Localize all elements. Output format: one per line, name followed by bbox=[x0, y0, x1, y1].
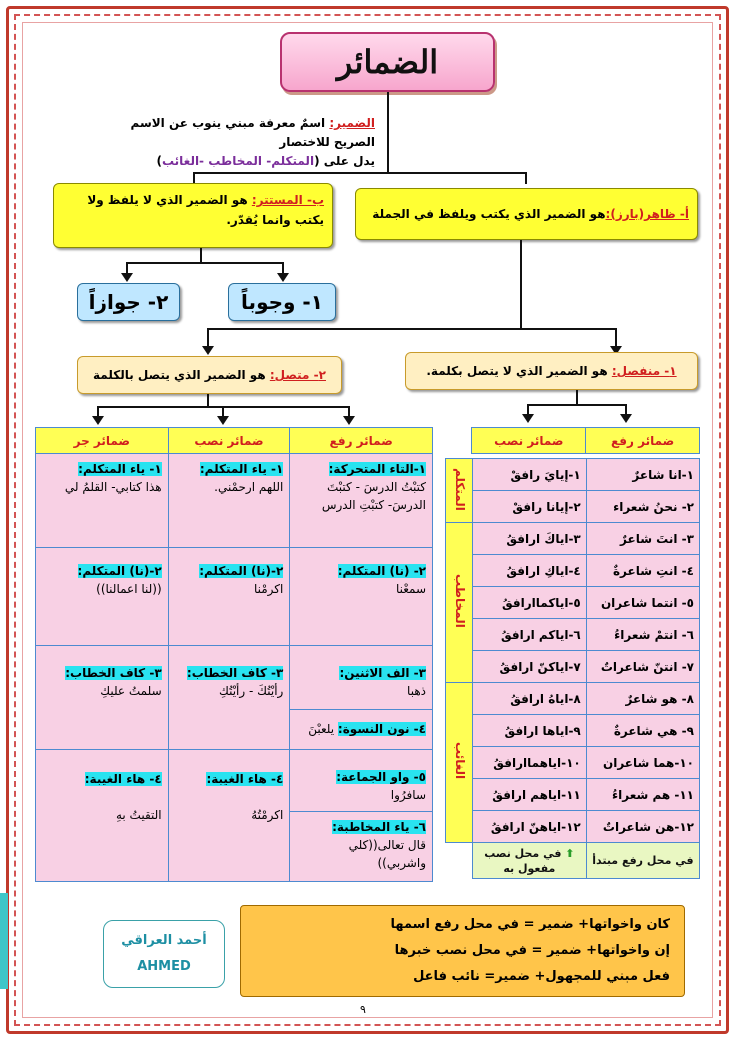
jar-3-label: ٣- كاف الخطاب: bbox=[65, 666, 162, 680]
nasb-2-example: اكرمْنا bbox=[253, 582, 284, 596]
munfasil-nasb-9: ٩-اياها ارافقُ bbox=[472, 715, 586, 747]
munfasil-nasb-11: ١١-اياهم ارافقُ bbox=[472, 779, 586, 811]
raf-6-example: قال تعالى((كلي واشربي)) bbox=[348, 838, 426, 870]
page-title: الضمائر bbox=[280, 32, 495, 92]
nasb-3-example: رأيْتُكَ - رأيْتُكِ bbox=[218, 684, 284, 698]
table-row bbox=[446, 491, 700, 523]
definition-term: الضمير: bbox=[329, 116, 375, 130]
table-row bbox=[446, 715, 700, 747]
mustatir-term: ب- المستتر: bbox=[251, 193, 324, 207]
munfasil-raf-7: ٧- انتنّ شاعراتٌ bbox=[586, 651, 699, 683]
muttasil-header-raf: ضمائر رفع bbox=[290, 428, 433, 454]
group-mukhatab: المخاطب bbox=[452, 574, 467, 628]
raf-2-label: ٢- (نا) المتكلم: bbox=[337, 564, 426, 578]
muttasil-table bbox=[35, 427, 433, 882]
jar-2-label: ٢-(نا) المتكلم: bbox=[77, 564, 162, 578]
munfasil-raf-2: ٢- نحنُ شعراء bbox=[586, 491, 699, 523]
zahir-text: هو الضمير الذي يكتب ويلفظ في الجملة bbox=[372, 207, 606, 221]
table-row bbox=[36, 548, 433, 646]
raf-3-label: ٣- الف الاثنين: bbox=[339, 666, 426, 680]
definition-line2-prefix: يدل على ( bbox=[314, 154, 375, 168]
munfasil-raf-12: ١٢-هن شاعراتٌ bbox=[586, 811, 699, 843]
munfasil-nasb-5: ٥-اياكماارافقُ bbox=[472, 587, 586, 619]
munfasil-raf-4: ٤- انتِ شاعرةٌ bbox=[586, 555, 699, 587]
munfasil-raf-10: ١٠-هما شاعران bbox=[586, 747, 699, 779]
raf-3-example: ذهبا bbox=[407, 684, 426, 698]
nasb-1-example: اللهم ارحمْني. bbox=[214, 480, 284, 494]
table-row bbox=[446, 459, 700, 491]
table-row bbox=[446, 683, 700, 715]
nasb-3-label: ٣- كاف الخطاب: bbox=[186, 666, 284, 680]
wujuban-label: ١- وجوباً bbox=[241, 290, 323, 314]
raf-5-example: سافرُوا bbox=[390, 788, 426, 802]
table-row bbox=[36, 454, 433, 548]
up-arrow-icon: ⬆ bbox=[565, 846, 575, 860]
munfasil-nasb-10: ١٠-اياهماارافقُ bbox=[472, 747, 586, 779]
definition-line2-colored: المتكلم- المخاطب -الغائب bbox=[161, 154, 315, 168]
raf-4-example: يلعبْنَ bbox=[308, 722, 338, 736]
jar-1-label: ١- ياء المتكلم: bbox=[78, 462, 162, 476]
raf-6-label: ٦- ياء المخاطبة: bbox=[332, 820, 426, 834]
zahir-box bbox=[355, 188, 698, 240]
raf-2-example: سمعْنا bbox=[395, 582, 426, 596]
raf-5-label: ٥- واو الجماعة: bbox=[336, 770, 426, 784]
table-row bbox=[446, 619, 700, 651]
table-row bbox=[446, 555, 700, 587]
muttasil-term: ٢- متصل: bbox=[269, 368, 326, 382]
munfasil-raf-9: ٩- هي شاعرةٌ bbox=[586, 715, 699, 747]
note-3: فعل مبني للمجهول+ ضمير= نائب فاعل bbox=[413, 969, 670, 984]
author-name-en: AHMED bbox=[137, 959, 191, 974]
nasb-1-label: ١- ياء المتكلم: bbox=[199, 462, 284, 476]
raf-1-label: ١-التاء المتحركة: bbox=[328, 462, 426, 476]
definition-text: اسمٌ معرفة مبني ينوب عن الاسم الصريح للاختصار bbox=[130, 116, 375, 149]
footer-nasb-text: في محل نصب مفعول به bbox=[484, 846, 562, 875]
munfasil-raf-5: ٥- انتما شاعران bbox=[586, 587, 699, 619]
munfasil-body bbox=[445, 458, 700, 879]
nasb-4-example: اكرمْتُهُ bbox=[251, 808, 284, 822]
table-row bbox=[446, 811, 700, 843]
footer-raf: في محل رفع مبتدأ bbox=[586, 843, 699, 879]
footer-nasb bbox=[472, 843, 586, 879]
munfasil-nasb-3: ٣-اياكَ ارافقُ bbox=[472, 523, 586, 555]
jawazan-label: ٢- جوازاً bbox=[88, 290, 169, 314]
munfasil-raf-3: ٣- انتَ شاعرٌ bbox=[586, 523, 699, 555]
wujuban-box bbox=[228, 283, 336, 321]
muttasil-header-jar: ضمائر جر bbox=[36, 428, 169, 454]
munfasil-nasb-4: ٤-اياكِ ارافقُ bbox=[472, 555, 586, 587]
muttasil-text: هو الضمير الذي يتصل بالكلمة bbox=[93, 368, 270, 382]
author-box bbox=[103, 920, 225, 988]
munfasil-raf-8: ٨- هو شاعرٌ bbox=[586, 683, 699, 715]
note-2: إن واخواتها+ ضمير = في محل نصب خبرها bbox=[394, 943, 670, 958]
note-1: كان واخواتها+ ضمير = في محل رفع اسمها bbox=[390, 917, 670, 932]
author-name-ar: أحمد العراقي bbox=[121, 933, 207, 948]
munfasil-header-raf: ضمائر رفع bbox=[586, 428, 700, 454]
raf-1-example: كتبْتُ الدرسَ - كتبْتَ الدرسَ- كتبْتِ الدرس bbox=[321, 480, 426, 512]
munfasil-footer bbox=[446, 843, 700, 879]
notes-box bbox=[240, 905, 685, 997]
munfasil-table bbox=[445, 427, 700, 454]
muttasil-header-nasb: ضمائر نصب bbox=[168, 428, 290, 454]
group-ghaib: الغائب bbox=[452, 742, 467, 780]
side-accent-bar bbox=[0, 893, 8, 989]
munfasil-nasb-6: ٦-اياكم ارافقُ bbox=[472, 619, 586, 651]
munfasil-nasb-2: ٢-إيانا رافقْ bbox=[472, 491, 586, 523]
raf-4-label: ٤- نون النسوة: bbox=[337, 722, 426, 736]
table-row bbox=[446, 747, 700, 779]
mustatir-box bbox=[53, 183, 333, 248]
munfasil-nasb-1: ١-إيايَ رافقْ bbox=[472, 459, 586, 491]
munfasil-nasb-7: ٧-اياكنّ ارافقُ bbox=[472, 651, 586, 683]
table-row bbox=[446, 523, 700, 555]
munfasil-text: هو الضمير الذي لا يتصل بكلمة. bbox=[426, 364, 612, 378]
table-row bbox=[446, 779, 700, 811]
group-mutakallim: المتكلم bbox=[452, 467, 467, 511]
jawazan-box bbox=[77, 283, 180, 321]
jar-1-example: هذا كتابي- القلمُ لي bbox=[64, 480, 162, 494]
munfasil-term: ١- منفصل: bbox=[611, 364, 677, 378]
muttasil-box bbox=[77, 356, 342, 394]
munfasil-nasb-12: ١٢-اياهنّ ارافقُ bbox=[472, 811, 586, 843]
table-row bbox=[446, 651, 700, 683]
munfasil-header-nasb: ضمائر نصب bbox=[472, 428, 586, 454]
mustatir-text: هو الضمير الذي لا يلفظ ولا يكتب وانما يُقدّر. bbox=[87, 193, 324, 227]
definition bbox=[100, 114, 375, 171]
munfasil-raf-6: ٦- انتمْ شعراءُ bbox=[586, 619, 699, 651]
jar-4-example: التقيتُ بهِ bbox=[115, 808, 162, 822]
definition-line2-suffix: ) bbox=[156, 154, 162, 168]
table-row bbox=[36, 646, 433, 710]
nasb-4-label: ٤- هاء الغيبة: bbox=[206, 772, 284, 786]
munfasil-nasb-8: ٨-اياهُ ارافقُ bbox=[472, 683, 586, 715]
munfasil-raf-11: ١١- هم شعراءُ bbox=[586, 779, 699, 811]
munfasil-box bbox=[405, 352, 698, 390]
jar-2-example: ((لنا اعمالنا)) bbox=[96, 582, 162, 596]
table-row bbox=[446, 587, 700, 619]
zahir-term: أ- ظاهر(بارز): bbox=[605, 207, 689, 221]
nasb-2-label: ٢-(نا) المتكلم: bbox=[199, 564, 284, 578]
jar-4-label: ٤- هاء الغيبة: bbox=[84, 772, 162, 786]
page-number: ٩ bbox=[360, 1003, 366, 1016]
jar-3-example: سلمتُ عليكِ bbox=[100, 684, 162, 698]
table-row bbox=[36, 750, 433, 812]
munfasil-raf-1: ١-انا شاعرٌ bbox=[586, 459, 699, 491]
